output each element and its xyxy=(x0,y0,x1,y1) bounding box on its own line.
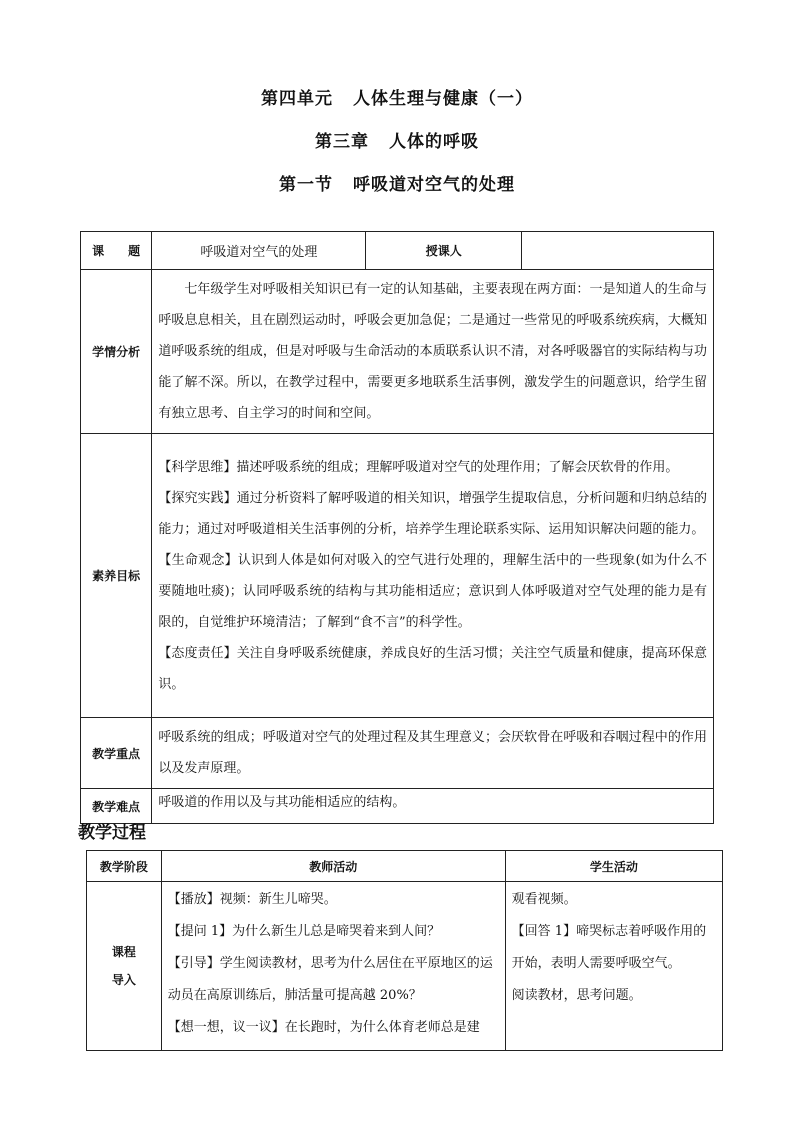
goal-science-thinking: 【科学思维】描述呼吸系统的组成；理解呼吸道对空气的处理作用；了解会厌软骨的作用。 xyxy=(158,459,679,475)
lesson-info-table xyxy=(80,231,714,824)
key-points-row xyxy=(81,718,714,789)
process-header-row xyxy=(87,851,723,882)
teacher-value xyxy=(522,232,714,270)
teacher-activities xyxy=(161,882,505,1051)
topic-value: 呼吸道对空气的处理 xyxy=(152,232,366,270)
teacher-item: 【播放】视频：新生儿啼哭。 xyxy=(167,892,337,907)
difficulties-label: 教学难点 xyxy=(81,789,152,824)
goal-life-concept: 【生命观念】认识到人体是如何对吸入的空气进行处理的，理解生活中的一些现象(如为什么不要随地吐痰)；认同呼吸系统的结构与其功能相适应；意识到人体呼吸道对空气处理的能力是有限的，自觉维护环境清洁；了解到“食不言”的科学性。 xyxy=(158,552,707,630)
col-phase-header: 教学阶段 xyxy=(87,851,162,882)
process-row-intro xyxy=(87,882,723,1051)
chapter-name: 人体的呼吸 xyxy=(389,132,479,152)
key-points-text: 呼吸系统的组成；呼吸道对空气的处理过程及其生理意义；会厌软骨在呼吸和吞咽过程中的作用以及发声原理。 xyxy=(152,718,714,789)
goals-label: 素养目标 xyxy=(81,434,152,718)
student-activities xyxy=(505,882,722,1051)
analysis-label: 学情分析 xyxy=(81,270,152,434)
student-item: 观看视频。 xyxy=(511,892,577,907)
phase-line-1: 课程 xyxy=(111,945,136,959)
analysis-row xyxy=(81,270,714,434)
teacher-item: 【想一想，议一议】在长跑时，为什么体育老师总是建 xyxy=(167,1020,480,1035)
difficulties-text: 呼吸道的作用以及与其功能相适应的结构。 xyxy=(152,789,714,824)
goals-row xyxy=(81,434,714,718)
unit-title xyxy=(0,84,794,109)
process-heading: 教学过程 xyxy=(78,823,146,843)
topic-row xyxy=(81,232,714,270)
topic-label: 课 题 xyxy=(81,232,152,270)
unit-name: 人体生理与健康（一） xyxy=(353,89,533,109)
student-item: 阅读教材，思考问题。 xyxy=(511,988,642,1003)
teacher-label: 授课人 xyxy=(366,232,522,270)
student-item: 【回答 1】啼哭标志着呼吸作用的开始，表明人需要呼吸空气。 xyxy=(511,924,707,971)
analysis-text: 七年级学生对呼吸相关知识已有一定的认知基础，主要表现在两方面：一是知道人的生命与呼吸息息相关，且在剧烈运动时，呼吸会更加急促；二是通过一些常见的呼吸系统疾病，大概知道呼吸系统的组成，但是对呼吸与生命活动的本质联系认识不清，对各呼吸器官的实际结构与功能了解不深。所以，在教学过程中，需要更多地联系生活事例，激发学生的问题意识，给学生留有独立思考、自主学习的时间和空间。 xyxy=(152,270,714,434)
teacher-item: 【引导】学生阅读教材，思考为什么居住在平原地区的运动员在高原训练后，肺活量可提高越 20%？ xyxy=(167,956,493,1003)
goal-inquiry-practice: 【探究实践】通过分析资料了解呼吸道的相关知识，增强学生提取信息，分析问题和归纳总结的能力；通过对呼吸道相关生活事例的分析，培养学生理论联系实际、运用知识解决问题的能力。 xyxy=(158,490,707,537)
teaching-process-table xyxy=(86,850,723,1051)
col-teacher-header: 教师活动 xyxy=(161,851,505,882)
col-student-header: 学生活动 xyxy=(505,851,722,882)
section-number: 第一节 xyxy=(279,175,333,195)
key-points-label: 教学重点 xyxy=(81,718,152,789)
unit-number: 第四单元 xyxy=(261,89,333,109)
teacher-item: 【提问 1】为什么新生儿总是啼哭着来到人间？ xyxy=(167,924,441,939)
chapter-title xyxy=(0,127,794,152)
chapter-number: 第三章 xyxy=(315,132,369,152)
difficulties-row xyxy=(81,789,714,824)
goals-cell xyxy=(152,434,714,718)
section-name: 呼吸道对空气的处理 xyxy=(353,175,515,195)
phase-intro xyxy=(87,882,162,1051)
goal-attitude-responsibility: 【态度责任】关注自身呼吸系统健康，养成良好的生活习惯；关注空气质量和健康，提高环保意识。 xyxy=(158,645,707,692)
phase-line-2: 导入 xyxy=(111,973,136,987)
section-title xyxy=(0,170,794,195)
